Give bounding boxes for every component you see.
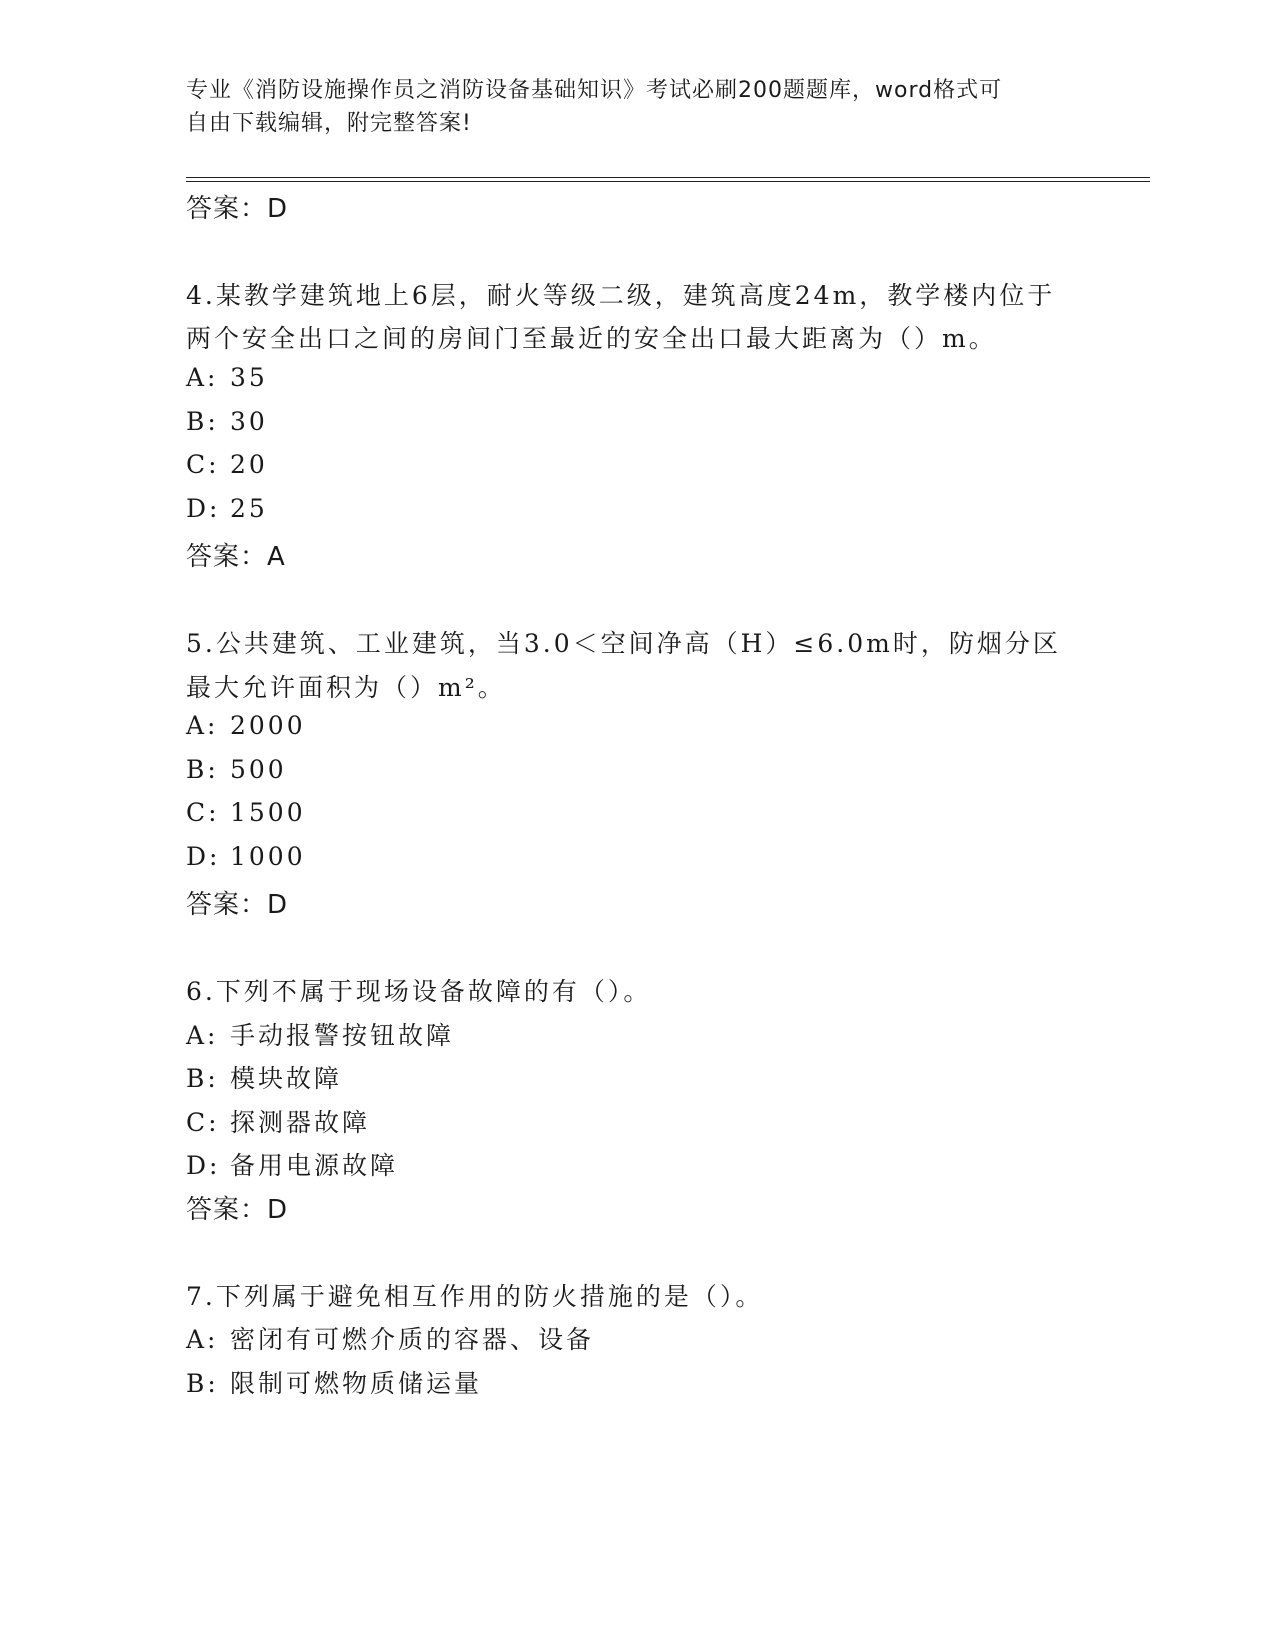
option-text: 500: [230, 755, 287, 784]
option-text: 限制可燃物质储运量: [230, 1369, 483, 1398]
question-5-answer: 答案：D: [186, 890, 289, 920]
question-4-option-d: [186, 494, 268, 523]
question-6-option-a: [186, 1016, 454, 1052]
question-4-stem-line-2: 两个安全出口之间的房间门至最近的安全出口最大距离为（）m。: [186, 324, 997, 353]
question-4-option-b: [186, 407, 268, 436]
option-key: B:: [186, 1369, 219, 1398]
question-7-stem-line-1: 7.下列属于避免相互作用的防火措施的是（）。: [186, 1282, 764, 1311]
question-6-answer: 答案：D: [186, 1195, 289, 1225]
option-text: 35: [230, 363, 268, 392]
question-4-option-c: [186, 450, 268, 479]
option-text: 20: [230, 450, 268, 479]
question-5-option-b: [186, 755, 287, 784]
option-text: 备用电源故障: [230, 1151, 399, 1180]
document-header: [186, 74, 1066, 140]
header-line-2: 自由下载编辑，附完整答案!: [186, 111, 472, 136]
option-key: A:: [186, 1325, 219, 1354]
option-key: A:: [186, 711, 219, 740]
option-key: C:: [186, 1108, 220, 1137]
question-6-option-d: [186, 1146, 398, 1182]
header-divider-top: [186, 177, 1150, 178]
option-key: D:: [186, 842, 221, 871]
option-key: B:: [186, 1064, 219, 1093]
option-key: D:: [186, 1151, 221, 1180]
option-key: B:: [186, 755, 219, 784]
answer-previous: 答案：D: [186, 194, 289, 224]
option-key: D:: [186, 494, 221, 523]
question-6-option-b: [186, 1059, 342, 1095]
question-6-stem-line-1: 6.下列不属于现场设备故障的有（）。: [186, 977, 652, 1006]
option-text: 25: [230, 494, 268, 523]
option-key: A:: [186, 1021, 219, 1050]
option-text: 1000: [230, 842, 306, 871]
question-7-option-a: [186, 1320, 594, 1356]
option-text: 密闭有可燃介质的容器、设备: [230, 1325, 595, 1354]
option-text: 30: [230, 407, 268, 436]
option-key: C:: [186, 798, 220, 827]
question-5-option-d: [186, 842, 306, 871]
question-5-stem-line-2: 最大允许面积为（）m²。: [186, 673, 506, 702]
option-key: B:: [186, 407, 219, 436]
question-5-option-c: [186, 798, 306, 827]
header-line-1: 专业《消防设施操作员之消防设备基础知识》考试必刷200题题库，word格式可: [186, 78, 1003, 103]
option-key: C:: [186, 450, 220, 479]
option-key: A:: [186, 363, 219, 392]
question-5-stem-line-1: 5.公共建筑、工业建筑，当3.0＜空间净高（H）≤6.0m时，防烟分区: [186, 629, 1061, 658]
option-text: 探测器故障: [230, 1108, 371, 1137]
option-text: 手动报警按钮故障: [230, 1021, 455, 1050]
option-text: 模块故障: [230, 1064, 343, 1093]
question-7-option-b: [186, 1364, 482, 1400]
question-4-option-a: [186, 363, 268, 392]
question-4-answer: 答案：A: [186, 542, 286, 572]
question-6-option-c: [186, 1103, 370, 1139]
option-text: 2000: [230, 711, 306, 740]
option-text: 1500: [230, 798, 306, 827]
question-5-option-a: [186, 711, 306, 740]
question-4-stem-line-1: 4.某教学建筑地上6层，耐火等级二级，建筑高度24m，教学楼内位于: [186, 281, 1056, 310]
header-divider-bottom: [186, 181, 1150, 182]
